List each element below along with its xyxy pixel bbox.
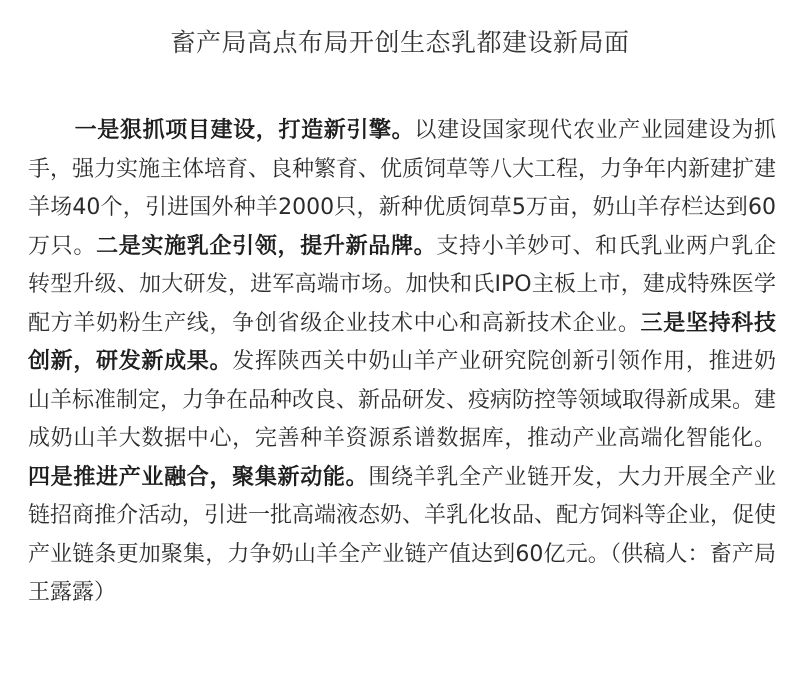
point-4-text: 围绕羊乳全产业链开发，大力开展全产业链招商推介活动，引进一批高端液态奶、羊乳化妆品、配方饲料等企业，促使产业链条更加聚集，力争奶山羊全产业链产值达到60亿元。	[28, 464, 777, 567]
point-3-text: 发挥陕西关中奶山羊产业研究院创新引领作用，推进奶山羊标准制定，力争在品种改良、新品研发、疫病防控等领域取得新成果。建成奶山羊大数据中心，完善种羊资源系谱数据库，推动产业高端化智能化。	[28, 349, 777, 451]
article-body	[28, 112, 776, 613]
article-title: 畜产局高点布局开创生态乳都建设新局面	[170, 28, 630, 57]
point-1-heading: 一是狠抓项目建设，打造新引擎。	[74, 118, 415, 143]
point-4-heading: 四是推进产业融合，聚集新动能。	[28, 464, 369, 490]
point-2-text: 支持小羊妙可、和氏乳业两户乳企转型升级、加大研发，进军高端市场。加快和氏IPO主板上市，建成特殊医学配方羊奶粉生产线，争创省级企业技术中心和高新技术企业。	[28, 233, 776, 336]
point-1-text: 以建设国家现代农业产业园建设为抓手，强力实施主体培育、良种繁育、优质饲草等八大工程，力争年内新建扩建羊场40个，引进国外种羊2000只，新种优质饲草5万亩，奶山羊存栏达到60万只。	[28, 118, 777, 259]
author-credit: （供稿人：畜产局 王露露）	[28, 541, 776, 605]
point-2-heading: 二是实施乳企引领，提升新品牌。	[96, 233, 437, 259]
point-3-heading: 三是坚持科技创新，研发新成果。	[28, 310, 776, 374]
